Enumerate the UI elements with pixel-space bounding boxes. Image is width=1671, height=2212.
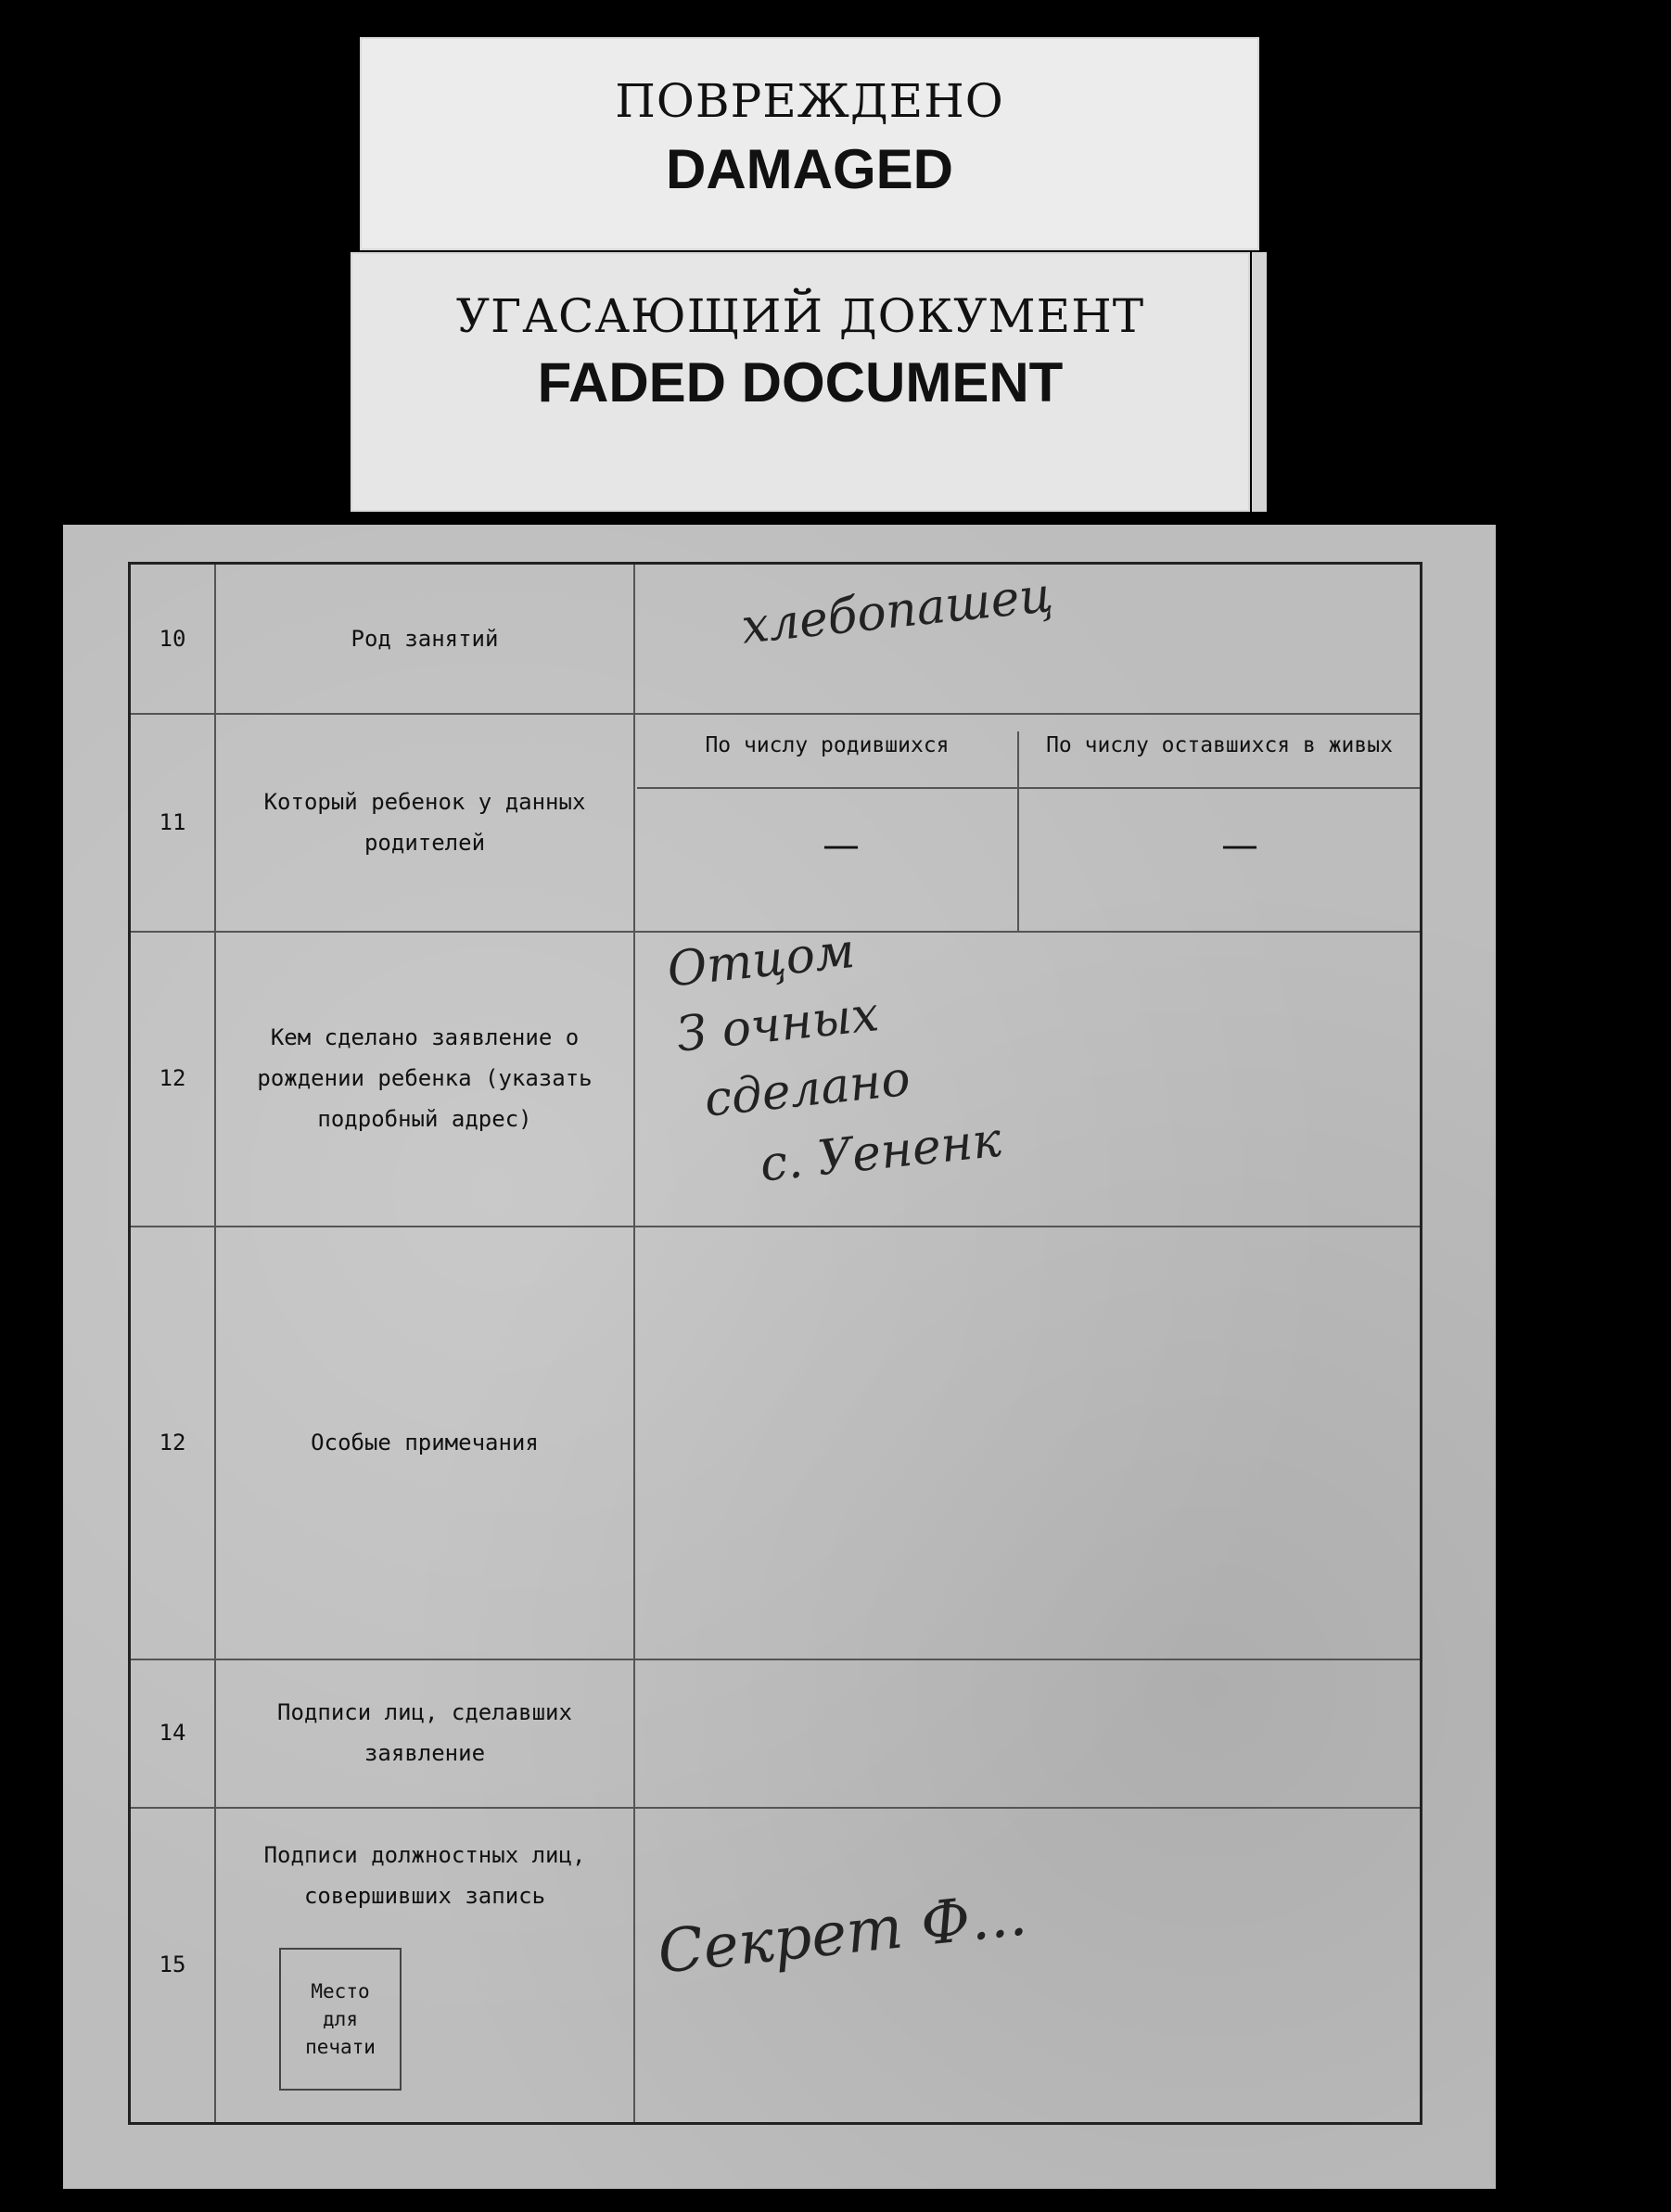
row-number: 12 (131, 931, 216, 1226)
row-label: Особые примечания (216, 1226, 635, 1659)
row-number: 12 (131, 1226, 216, 1659)
faded-en-text: FADED DOCUMENT (537, 351, 1064, 413)
value-alive: — (1221, 824, 1258, 867)
value-born: — (823, 824, 860, 867)
table-row-15 (131, 1807, 1420, 2122)
row-value (637, 922, 1420, 1226)
row-number: 11 (131, 713, 216, 931)
stamp-placeholder-box (279, 1948, 402, 2091)
row-number: 10 (131, 565, 216, 713)
official-signature: Секрет Ф... (655, 1880, 1030, 1988)
row-value (637, 713, 1420, 931)
damaged-ru-text: ПОВРЕЖДЕНО (615, 74, 1004, 128)
stamp-line: для (323, 2008, 358, 2030)
table-row-12-notes (131, 1226, 1420, 1660)
row-value (637, 1807, 1420, 2122)
row-label: Род занятий (216, 565, 635, 713)
column-header-alive: По числу оставшихся в живых (1019, 731, 1420, 789)
stamp-line: Место (311, 1980, 370, 2002)
row-value (637, 565, 1420, 713)
stamp-line: печати (305, 2036, 376, 2058)
row-number: 15 (131, 1807, 216, 2122)
table-row-10 (131, 565, 1420, 715)
row-number: 14 (131, 1659, 216, 1807)
column-header-born: По числу родившихся (637, 731, 1019, 789)
statement-line-3: сделано (701, 1050, 913, 1128)
row-label: Который ребенок у данных родителей (216, 713, 635, 931)
row-value (637, 1226, 1420, 1659)
statement-line-4: с. Уененк (757, 1112, 1004, 1193)
row-label: Кем сделано заявление о рождении ребенка (указать подробный адрес) (216, 931, 635, 1226)
statement-line-2: З очных (673, 986, 882, 1063)
row-label: Подписи лиц, сделавших заявление (216, 1659, 635, 1807)
row-value (637, 1659, 1420, 1807)
table-row-11 (131, 713, 1420, 933)
column-divider (1017, 789, 1019, 931)
card-edge-strip (1252, 252, 1267, 512)
row-label: Подписи должностных лиц, совершивших запись (216, 1807, 635, 2122)
occupation-handwriting: хлебопашец (738, 566, 1056, 655)
table-row-14 (131, 1659, 1420, 1809)
faded-label-card (351, 252, 1250, 512)
damaged-label-card (360, 37, 1259, 250)
document-page (63, 525, 1496, 2189)
statement-line-1: Отцом (664, 922, 858, 998)
faded-ru-text: УГАСАЮЩИЙ ДОКУМЕНТ (455, 289, 1145, 343)
register-table (128, 562, 1422, 2125)
table-row-12-statement (131, 922, 1420, 1227)
damaged-en-text: DAMAGED (666, 138, 953, 200)
